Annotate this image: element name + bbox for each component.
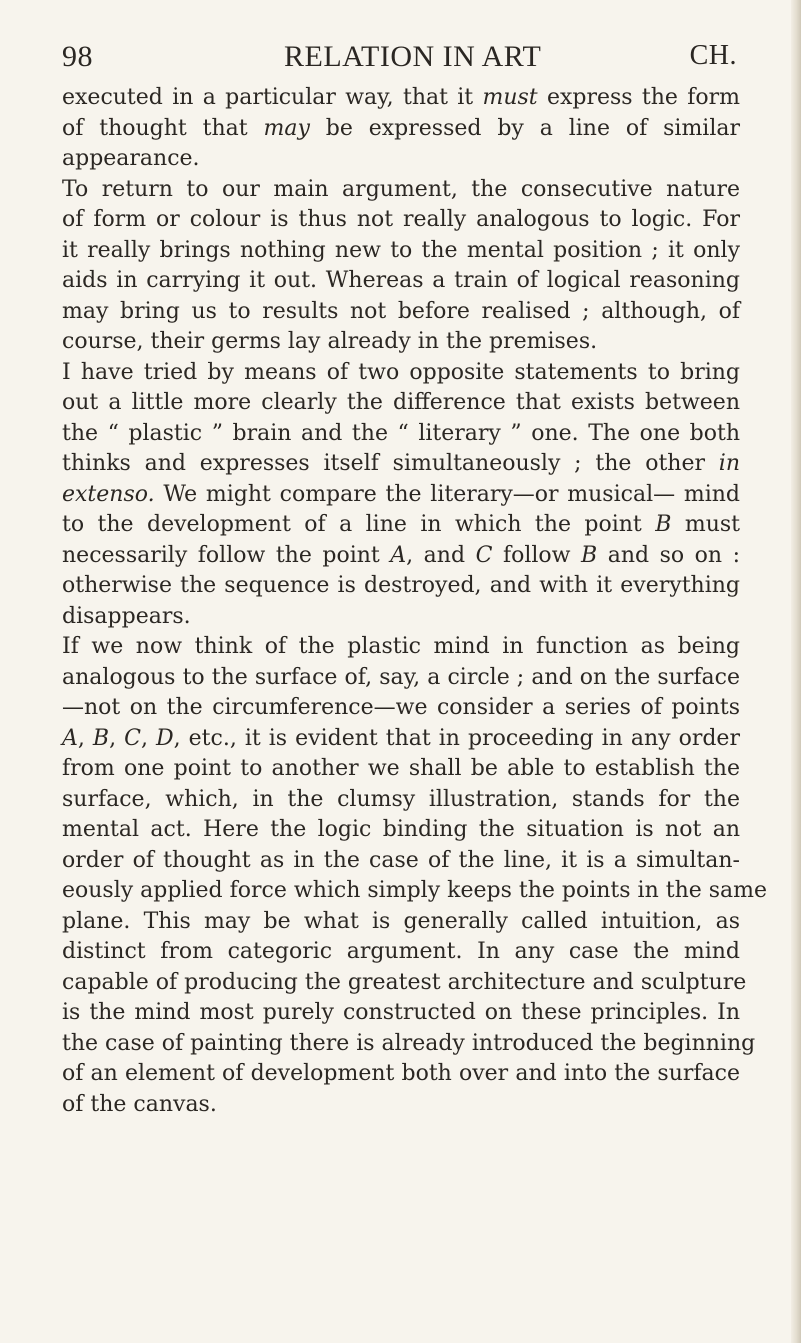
italic-text: in — [718, 451, 740, 476]
text-segment: , and — [406, 542, 476, 568]
text-segment: executed in a particular way, that it — [62, 85, 483, 110]
text-segment: of an element of development both over and into the surface — [62, 1061, 740, 1086]
italic-text: C — [124, 725, 141, 751]
text-segment: the case of painting there is already introduced the beginning — [62, 1030, 756, 1056]
italic-text: B — [581, 542, 598, 568]
text-line — [62, 754, 740, 785]
text-line — [62, 449, 740, 480]
italic-text: D — [156, 725, 174, 751]
text-segment: surface, which, in the clumsy illustration, stands for the — [62, 786, 740, 812]
italic-text: A — [62, 725, 78, 751]
text-segment: course, their germs lay already in the premises. — [62, 329, 598, 354]
text-segment: it really brings nothing new to the mental position ; it only — [62, 237, 740, 263]
text-segment: of thought that — [62, 115, 264, 141]
chapter-mark: CH. — [689, 40, 737, 71]
text-segment: —not on the circumference—we consider a series of points — [62, 695, 740, 720]
text-segment: I have tried by means of two opposite statements to bring — [62, 359, 740, 385]
text-line — [62, 1090, 740, 1121]
text-segment: , — [140, 725, 156, 751]
text-segment: If we now think of the plastic mind in function as being — [62, 634, 740, 659]
text-segment: may bring us to results not before realised ; although, of — [62, 298, 740, 324]
italic-text: must — [482, 85, 538, 110]
text-line — [62, 205, 740, 236]
text-line — [62, 937, 740, 968]
text-segment: of the canvas. — [62, 1091, 217, 1117]
text-line — [62, 663, 740, 694]
text-line — [62, 876, 768, 907]
text-line — [62, 510, 740, 541]
text-segment: We might compare the literary—or musical— mind — [154, 481, 740, 507]
text-segment: plane. This may be what is generally called intuition, as — [62, 908, 740, 934]
italic-text: A — [390, 542, 407, 568]
body-text — [62, 83, 768, 1120]
text-segment: capable of producing the greatest architecture and sculpture — [62, 969, 747, 995]
text-segment: otherwise the sequence is destroyed, and with it everything — [62, 573, 740, 598]
text-line — [62, 358, 740, 389]
text-segment: analogous to the surface of, say, a circle ; and on the surface — [62, 664, 740, 690]
text-line — [62, 388, 740, 419]
text-line — [62, 480, 740, 511]
text-line — [62, 846, 740, 877]
italic-text: C — [475, 542, 493, 568]
text-segment: appearance. — [62, 146, 200, 171]
text-line — [62, 1029, 756, 1060]
text-segment: express the form — [537, 85, 740, 110]
page-number: 98 — [62, 40, 93, 73]
text-segment: necessarily follow the point — [62, 542, 391, 568]
text-line — [62, 266, 740, 297]
text-segment: of form or colour is thus not really analogous to logic. For — [62, 207, 740, 232]
text-line — [62, 327, 740, 358]
text-segment: follow — [492, 542, 582, 568]
text-line — [62, 541, 740, 572]
text-segment: To return to our main argument, the consecutive nature — [62, 176, 740, 202]
text-line — [62, 998, 740, 1029]
text-line — [62, 175, 740, 206]
text-segment: mental act. Here the logic binding the situation is not an — [62, 817, 740, 842]
running-header — [62, 40, 737, 80]
text-line — [62, 968, 747, 999]
text-segment: and so on : — [597, 542, 741, 568]
text-line — [62, 907, 740, 938]
text-line — [62, 419, 740, 450]
text-line — [62, 632, 740, 663]
text-segment: distinct from categoric argument. In any case the mind — [62, 939, 740, 964]
text-line — [62, 236, 740, 267]
text-segment: the “ plastic ” brain and the “ literary ” one. The one both — [62, 420, 740, 446]
text-segment: , etc., it is evident that in proceeding in any order — [173, 725, 740, 751]
text-line — [62, 693, 740, 724]
text-segment: order of thought as in the case of the line, it is a simultan- — [62, 847, 740, 873]
page-edge-shadow — [791, 0, 801, 1343]
text-line — [62, 83, 740, 114]
text-line — [62, 1059, 740, 1090]
text-line — [62, 297, 740, 328]
text-segment: is the mind most purely constructed on these principles. In — [62, 1000, 740, 1025]
text-segment: out a little more clearly the difference that exists between — [62, 390, 740, 415]
text-line — [62, 571, 740, 602]
text-segment: disappears. — [62, 603, 191, 629]
text-segment: aids in carrying it out. Whereas a train of logical reasoning — [62, 268, 740, 293]
text-segment: from one point to another we shall be able to establish the — [62, 756, 740, 781]
text-line — [62, 785, 740, 816]
text-line — [62, 815, 740, 846]
text-line — [62, 602, 740, 633]
italic-text: B — [655, 512, 672, 537]
italic-text: B — [92, 725, 110, 751]
italic-text: extenso. — [62, 481, 155, 507]
running-title: RELATION IN ART — [284, 40, 542, 73]
text-line — [62, 114, 740, 145]
text-segment: eously applied force which simply keeps the points in the same — [62, 878, 768, 903]
text-line — [62, 144, 740, 175]
text-segment: thinks and expresses itself simultaneously ; the other — [62, 451, 719, 476]
text-segment: , — [77, 725, 93, 751]
text-line — [62, 724, 740, 755]
text-segment: must — [671, 512, 740, 537]
text-segment: , — [109, 725, 125, 751]
text-segment: be expressed by a line of similar — [309, 115, 741, 141]
italic-text: may — [263, 115, 310, 141]
text-segment: to the development of a line in which the point — [62, 512, 656, 537]
